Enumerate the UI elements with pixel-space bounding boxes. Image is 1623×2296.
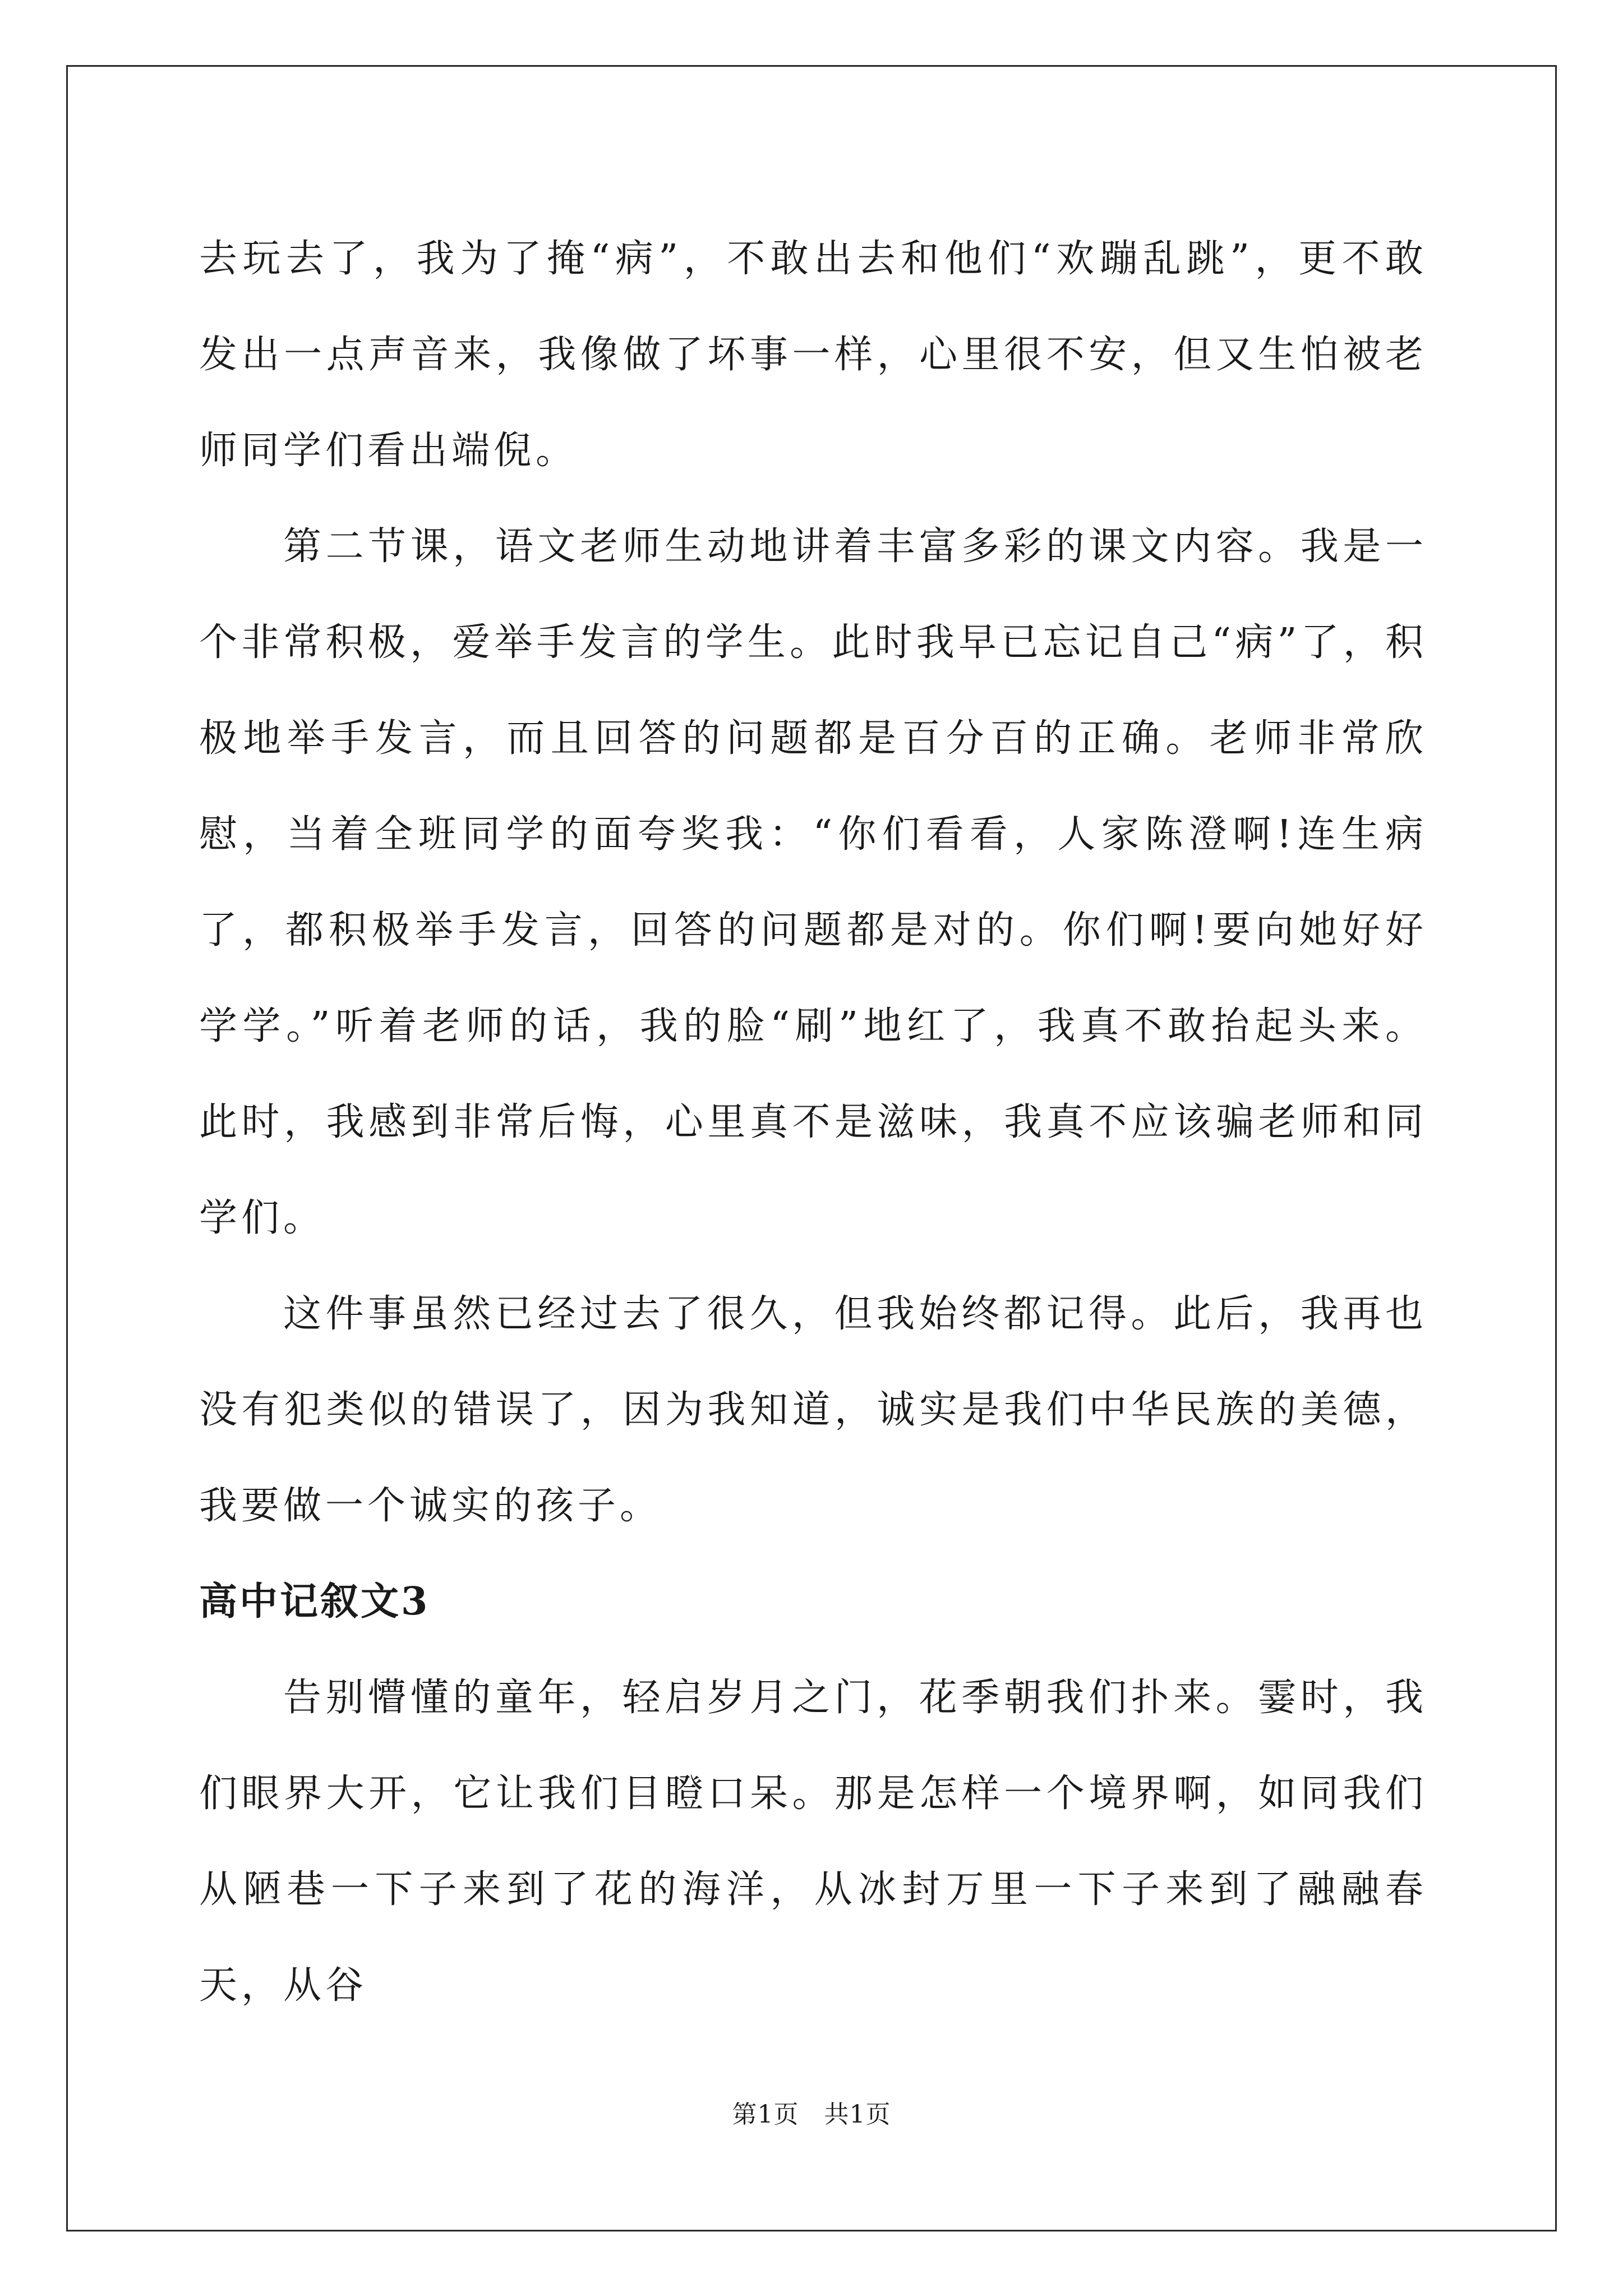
paragraph-1: 去玩去了，我为了掩“病”，不敢出去和他们“欢蹦乱跳”，更不敢发出一点声音来，我像做了坏事一样，心里很不安，但又生怕被老师同学们看出端倪。 xyxy=(199,237,1427,473)
page-footer: 第1页 共1页 xyxy=(732,2100,891,2129)
paragraph-3: 这件事虽然已经过去了很久，但我始终都记得。此后，我再也没有犯类似的错误了，因为我知道，诚实是我们中华民族的美德，我要做一个诚实的孩子。 xyxy=(199,1292,1427,1528)
section-heading: 高中记叙文3 xyxy=(199,1579,430,1624)
paragraph-2: 第二节课，语文老师生动地讲着丰富多彩的课文内容。我是一个非常积极，爱举手发言的学生。此时我早已忘记自己“病”了，积极地举手发言，而且回答的问题都是百分百的正确。老师非常欣慰，当着全班同学的面夸奖我：“你们看看，人家陈澄啊!连生病了，都积极举手发言，回答的问题都是对的。你们啊!要向她好好学学。”听着老师的话，我的脸“刷”地红了，我真不敢抬起头来。此时，我感到非常后悔，心里真不是滋味，我真不应该骗老师和同学们。 xyxy=(199,524,1427,1240)
document-body xyxy=(199,211,1427,2033)
paragraph-4: 告别懵懂的童年，轻启岁月之门，花季朝我们扑来。霎时，我们眼界大开，它让我们目瞪口呆。那是怎样一个境界啊，如同我们从陋巷一下子来到了花的海洋，从冰封万里一下子来到了融融春天，从谷 xyxy=(199,1676,1427,2008)
